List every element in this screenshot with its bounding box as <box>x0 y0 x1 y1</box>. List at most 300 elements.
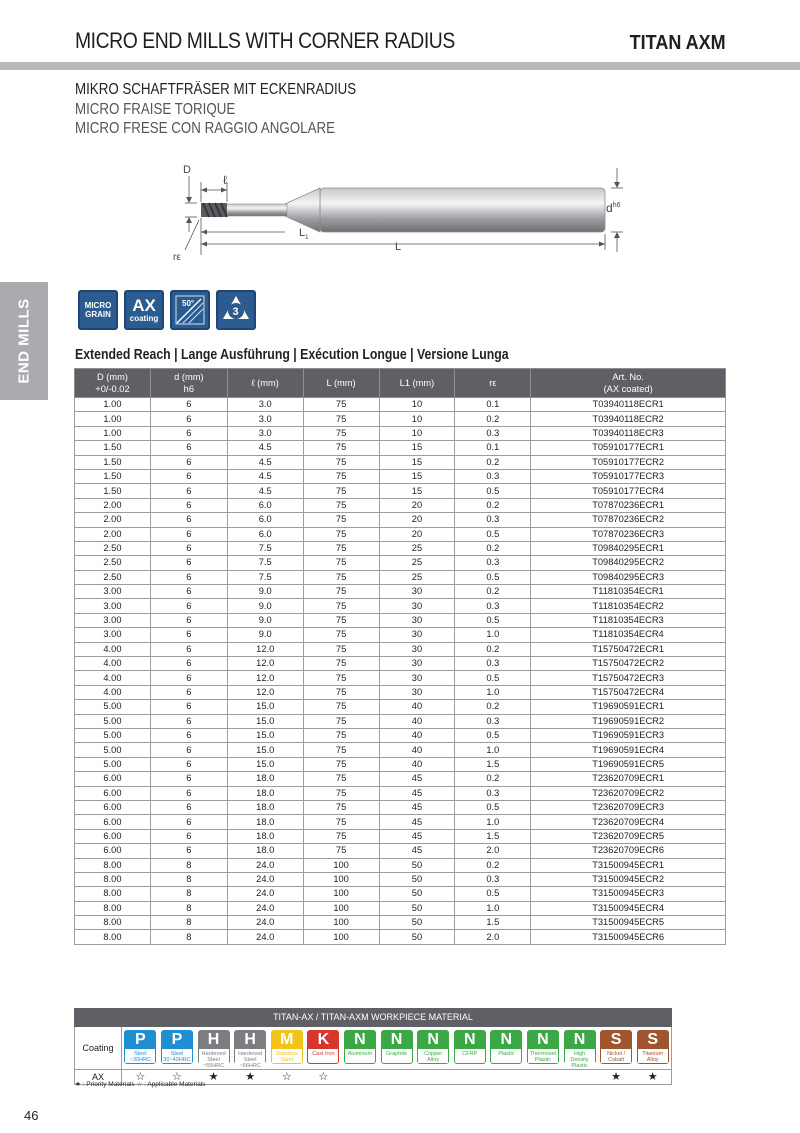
table-cell: T07870236ECR2 <box>531 513 726 527</box>
workpiece-material-table <box>74 1008 672 1085</box>
table-cell: 3.0 <box>227 412 303 426</box>
table-cell: 6 <box>150 671 227 685</box>
table-cell: 5.00 <box>75 700 151 714</box>
table-cell: 15 <box>379 455 455 469</box>
table-row <box>75 671 726 685</box>
table-cell: 6 <box>150 498 227 512</box>
material-name: Plastic <box>491 1049 521 1057</box>
table-cell: 30 <box>379 642 455 656</box>
table-cell: 6 <box>150 412 227 426</box>
material-name: Titanium Alloy <box>638 1049 668 1063</box>
table-cell: T15750472ECR4 <box>531 685 726 699</box>
table-cell: T03940118ECR3 <box>531 426 726 440</box>
table-row <box>75 469 726 483</box>
table-cell: 6 <box>150 772 227 786</box>
helix-angle-icon <box>170 290 210 330</box>
material-badge <box>564 1030 596 1069</box>
label-d: $d^{h6}$ <box>606 201 621 215</box>
table-cell: 40 <box>379 757 455 771</box>
table-cell: 3.00 <box>75 613 151 627</box>
table-cell: T23620709ECR3 <box>531 800 726 814</box>
table-cell: 6.00 <box>75 772 151 786</box>
material-badge <box>307 1030 339 1064</box>
table-row <box>75 772 726 786</box>
table-cell: 1.5 <box>455 916 531 930</box>
table-cell: 25 <box>379 556 455 570</box>
table-cell: 6 <box>150 714 227 728</box>
table-cell: 2.50 <box>75 556 151 570</box>
table-cell: 0.3 <box>455 469 531 483</box>
th-d: d (mm) h6 <box>150 369 227 398</box>
table-cell: 75 <box>303 469 379 483</box>
table-row <box>75 398 726 412</box>
table-cell: T19690591ECR3 <box>531 728 726 742</box>
table-cell: 75 <box>303 412 379 426</box>
table-row <box>75 426 726 440</box>
table-cell: 50 <box>379 872 455 886</box>
table-cell: 6 <box>150 541 227 555</box>
table-row <box>75 527 726 541</box>
table-row <box>75 513 726 527</box>
material-name: Steel 30~40HRC <box>163 1051 191 1063</box>
table-row <box>75 700 726 714</box>
table-cell: 75 <box>303 513 379 527</box>
table-cell: 6.00 <box>75 844 151 858</box>
table-cell: 50 <box>379 930 455 944</box>
table-cell: 75 <box>303 527 379 541</box>
table-cell: 6 <box>150 844 227 858</box>
th-re: rε <box>455 369 531 398</box>
table-cell: 45 <box>379 800 455 814</box>
table-cell: 6 <box>150 728 227 742</box>
table-cell: 0.3 <box>455 872 531 886</box>
empty-cell <box>451 1070 488 1084</box>
material-cell <box>305 1027 342 1069</box>
table-cell: 75 <box>303 700 379 714</box>
table-cell: T11810354ECR4 <box>531 628 726 642</box>
table-cell: 30 <box>379 671 455 685</box>
material-letter: P <box>162 1031 192 1049</box>
table-cell: 30 <box>379 599 455 613</box>
table-cell: 6 <box>150 757 227 771</box>
table-cell: 0.5 <box>455 887 531 901</box>
material-cell <box>634 1027 671 1069</box>
material-cell <box>268 1027 305 1069</box>
table-cell: 0.3 <box>455 556 531 570</box>
table-cell: T05910177ECR2 <box>531 455 726 469</box>
table-cell: 6 <box>150 786 227 800</box>
table-cell: 3.00 <box>75 585 151 599</box>
tool-taper <box>285 188 320 232</box>
material-name: CFRP <box>455 1049 485 1057</box>
table-cell: 0.2 <box>455 642 531 656</box>
table-cell: 6 <box>150 613 227 627</box>
table-row <box>75 541 726 555</box>
table-cell: 0.5 <box>455 613 531 627</box>
table-row <box>75 455 726 469</box>
table-cell: 75 <box>303 800 379 814</box>
brand-name: TITAN AXM <box>630 32 726 54</box>
table-cell: 75 <box>303 585 379 599</box>
table-cell: 18.0 <box>227 800 303 814</box>
table-row <box>75 844 726 858</box>
table-cell: 6 <box>150 700 227 714</box>
table-row <box>75 441 726 455</box>
flutes-graphic <box>219 293 253 327</box>
table-cell: 6 <box>150 628 227 642</box>
table-cell: 7.5 <box>227 570 303 584</box>
table-cell: T23620709ECR1 <box>531 772 726 786</box>
label-D: D <box>183 164 191 176</box>
table-cell: 4.5 <box>227 484 303 498</box>
table-row <box>75 628 726 642</box>
table-row <box>75 599 726 613</box>
material-name: Aluminum <box>345 1049 375 1057</box>
table-cell: 0.3 <box>455 657 531 671</box>
table-cell: 75 <box>303 844 379 858</box>
table-cell: 15.0 <box>227 728 303 742</box>
table-cell: 100 <box>303 887 379 901</box>
table-cell: 6 <box>150 585 227 599</box>
table-cell: 6 <box>150 829 227 843</box>
table-cell: 40 <box>379 728 455 742</box>
table-cell: 8.00 <box>75 858 151 872</box>
material-table-title: TITAN-AX / TITAN-AXM WORKPIECE MATERIAL <box>74 1008 672 1027</box>
table-cell: T31500945ECR3 <box>531 887 726 901</box>
table-cell: 5.00 <box>75 728 151 742</box>
table-cell: 2.00 <box>75 527 151 541</box>
material-letter: N <box>528 1031 558 1049</box>
table-cell: 75 <box>303 455 379 469</box>
side-tab-label: END MILLS <box>15 298 33 384</box>
table-cell: 10 <box>379 426 455 440</box>
table-row <box>75 872 726 886</box>
table-cell: 9.0 <box>227 628 303 642</box>
table-cell: 75 <box>303 426 379 440</box>
table-cell: 0.3 <box>455 426 531 440</box>
material-letter: M <box>272 1031 302 1049</box>
th-L: L (mm) <box>303 369 379 398</box>
table-cell: 30 <box>379 628 455 642</box>
table-cell: T09840295ECR3 <box>531 570 726 584</box>
table-cell: 15 <box>379 484 455 498</box>
material-name: Hardened Steel ~66HRC <box>235 1049 265 1069</box>
material-letter: N <box>418 1031 448 1049</box>
table-cell: 50 <box>379 858 455 872</box>
table-cell: 100 <box>303 858 379 872</box>
table-cell: 6 <box>150 513 227 527</box>
table-cell: 6 <box>150 398 227 412</box>
table-cell: 1.5 <box>455 829 531 843</box>
material-badge <box>344 1030 376 1064</box>
table-cell: 15 <box>379 469 455 483</box>
table-cell: 6 <box>150 570 227 584</box>
subtitle-de: MIKRO SCHAFTFRÄSER MIT ECKENRADIUS <box>75 81 357 98</box>
priority-star-icon: ★ <box>245 1071 256 1083</box>
material-name: High Density Plastic <box>565 1049 595 1069</box>
material-badge <box>637 1030 669 1064</box>
table-cell: 40 <box>379 714 455 728</box>
ax-coating-title: AX <box>132 295 156 315</box>
table-cell: 4.00 <box>75 671 151 685</box>
material-badge <box>381 1030 413 1064</box>
material-badge <box>454 1030 486 1064</box>
table-cell: T15750472ECR3 <box>531 671 726 685</box>
table-cell: 20 <box>379 498 455 512</box>
material-cell <box>525 1027 562 1069</box>
table-cell: 0.2 <box>455 772 531 786</box>
table-cell: 5.00 <box>75 714 151 728</box>
table-cell: 2.0 <box>455 844 531 858</box>
table-cell: 15.0 <box>227 743 303 757</box>
label-L1: $L_1$ <box>299 227 309 241</box>
material-badge <box>198 1030 230 1069</box>
table-cell: 18.0 <box>227 844 303 858</box>
table-row <box>75 613 726 627</box>
ax-coating-icon <box>124 290 164 330</box>
table-cell: 30 <box>379 657 455 671</box>
table-cell: 0.5 <box>455 800 531 814</box>
th-L1: L1 (mm) <box>379 369 455 398</box>
table-cell: T09840295ECR2 <box>531 556 726 570</box>
table-cell: 6 <box>150 556 227 570</box>
subtitle-it: MICRO FRESE CON RAGGIO ANGOLARE <box>75 120 335 137</box>
empty-cell <box>488 1070 525 1084</box>
table-cell: 3.00 <box>75 628 151 642</box>
table-cell: 0.1 <box>455 398 531 412</box>
table-cell: T05910177ECR4 <box>531 484 726 498</box>
table-cell: 3.0 <box>227 398 303 412</box>
th-art-no: Art. No. (AX coated) <box>531 369 726 398</box>
table-cell: T15750472ECR1 <box>531 642 726 656</box>
table-cell: T31500945ECR5 <box>531 916 726 930</box>
table-cell: 7.5 <box>227 541 303 555</box>
table-cell: 6 <box>150 743 227 757</box>
table-cell: 75 <box>303 398 379 412</box>
table-cell: 7.5 <box>227 556 303 570</box>
table-cell: 0.2 <box>455 858 531 872</box>
table-cell: 0.3 <box>455 599 531 613</box>
material-badge <box>600 1030 632 1064</box>
table-cell: 6 <box>150 815 227 829</box>
table-cell: 6 <box>150 657 227 671</box>
table-cell: 75 <box>303 541 379 555</box>
table-row <box>75 815 726 829</box>
material-letter: H <box>235 1031 265 1049</box>
table-cell: 8.00 <box>75 916 151 930</box>
material-letter: N <box>382 1031 412 1049</box>
material-cell <box>598 1027 635 1069</box>
table-cell: T11810354ECR3 <box>531 613 726 627</box>
table-cell: 24.0 <box>227 916 303 930</box>
table-cell: 75 <box>303 815 379 829</box>
th-D: D (mm) +0/-0.02 <box>75 369 151 398</box>
table-cell: 4.00 <box>75 642 151 656</box>
table-cell: 18.0 <box>227 829 303 843</box>
table-cell: 100 <box>303 872 379 886</box>
subtitles <box>75 80 402 139</box>
material-cell <box>195 1027 232 1069</box>
table-cell: 9.0 <box>227 585 303 599</box>
material-name: Thermoset Plastic <box>529 1051 557 1063</box>
table-cell: 0.5 <box>455 484 531 498</box>
table-cell: 6 <box>150 455 227 469</box>
table-cell: 1.0 <box>455 901 531 915</box>
table-cell: 30 <box>379 685 455 699</box>
table-row <box>75 858 726 872</box>
table-cell: T19690591ECR2 <box>531 714 726 728</box>
empty-cell <box>561 1070 598 1084</box>
table-cell: 1.00 <box>75 426 151 440</box>
label-l: ℓ <box>223 173 227 187</box>
material-letter: K <box>308 1031 338 1049</box>
material-cell <box>561 1027 598 1069</box>
coating-row <box>74 1027 672 1070</box>
table-row <box>75 642 726 656</box>
table-row <box>75 800 726 814</box>
table-cell: 100 <box>303 901 379 915</box>
table-cell: 6 <box>150 642 227 656</box>
material-letter: S <box>638 1031 668 1049</box>
material-badge <box>234 1030 266 1069</box>
table-cell: 1.50 <box>75 455 151 469</box>
table-cell: 0.5 <box>455 570 531 584</box>
tool-drawing <box>165 160 635 270</box>
material-letter: P <box>125 1031 155 1049</box>
table-cell: 100 <box>303 930 379 944</box>
table-cell: 75 <box>303 714 379 728</box>
table-cell: 1.50 <box>75 484 151 498</box>
table-cell: T07870236ECR1 <box>531 498 726 512</box>
table-cell: 8 <box>150 872 227 886</box>
table-cell: T09840295ECR1 <box>531 541 726 555</box>
table-cell: 10 <box>379 412 455 426</box>
micro-grain-line2: GRAIN <box>85 310 111 319</box>
material-cell <box>415 1027 452 1069</box>
table-cell: 45 <box>379 815 455 829</box>
table-cell: 6.0 <box>227 513 303 527</box>
flutes-icon <box>216 290 256 330</box>
table-cell: 50 <box>379 916 455 930</box>
table-cell: 1.0 <box>455 685 531 699</box>
table-cell: 5.00 <box>75 757 151 771</box>
table-cell: T11810354ECR1 <box>531 585 726 599</box>
table-cell: 75 <box>303 441 379 455</box>
table-cell: 75 <box>303 613 379 627</box>
table-cell: 0.2 <box>455 700 531 714</box>
table-cell: 75 <box>303 657 379 671</box>
material-cell <box>378 1027 415 1069</box>
material-badge <box>417 1030 449 1064</box>
table-cell: 0.2 <box>455 498 531 512</box>
table-cell: 50 <box>379 901 455 915</box>
table-cell: 75 <box>303 829 379 843</box>
table-cell: 6 <box>150 469 227 483</box>
table-cell: 4.5 <box>227 469 303 483</box>
material-name: Nickel / Cobalt <box>601 1049 631 1063</box>
subtitle-fr: MICRO FRAISE TORIQUE <box>75 100 236 118</box>
table-cell: T15750472ECR2 <box>531 657 726 671</box>
table-cell: 4.5 <box>227 455 303 469</box>
table-cell: 2.50 <box>75 570 151 584</box>
table-cell: 30 <box>379 585 455 599</box>
ax-label: AX <box>75 1070 122 1084</box>
table-cell: 10 <box>379 398 455 412</box>
table-cell: T19690591ECR5 <box>531 757 726 771</box>
table-cell: 5.00 <box>75 743 151 757</box>
table-row <box>75 786 726 800</box>
table-cell: 6.00 <box>75 800 151 814</box>
section-title: Extended Reach | Lange Ausführung | Exécution Longue | Versione Lunga <box>75 346 509 363</box>
table-cell: T11810354ECR2 <box>531 599 726 613</box>
table-cell: 8.00 <box>75 887 151 901</box>
material-name: Cast Iron <box>308 1049 338 1057</box>
table-row <box>75 685 726 699</box>
table-cell: 6 <box>150 599 227 613</box>
table-cell: 15 <box>379 441 455 455</box>
material-cell <box>122 1027 159 1069</box>
table-cell: 4.00 <box>75 657 151 671</box>
table-cell: 6 <box>150 527 227 541</box>
material-name: Copper Alloy <box>418 1049 448 1063</box>
table-cell: 6 <box>150 441 227 455</box>
table-row <box>75 412 726 426</box>
table-cell: 18.0 <box>227 815 303 829</box>
table-cell: 45 <box>379 772 455 786</box>
table-row <box>75 570 726 584</box>
table-cell: 12.0 <box>227 642 303 656</box>
table-cell: 75 <box>303 743 379 757</box>
table-cell: 0.3 <box>455 513 531 527</box>
micro-grain-line1: MICRO <box>84 301 112 310</box>
table-cell: 2.0 <box>455 930 531 944</box>
empty-cell <box>525 1070 562 1084</box>
table-cell: 45 <box>379 844 455 858</box>
table-cell: 0.2 <box>455 541 531 555</box>
table-cell: 20 <box>379 527 455 541</box>
table-cell: T31500945ECR4 <box>531 901 726 915</box>
table-cell: T19690591ECR1 <box>531 700 726 714</box>
table-cell: T31500945ECR1 <box>531 858 726 872</box>
table-cell: 45 <box>379 829 455 843</box>
material-badge <box>161 1030 193 1064</box>
table-cell: 75 <box>303 484 379 498</box>
table-cell: 24.0 <box>227 887 303 901</box>
table-cell: 75 <box>303 772 379 786</box>
table-cell: 0.3 <box>455 786 531 800</box>
table-cell: 0.2 <box>455 412 531 426</box>
table-cell: 75 <box>303 786 379 800</box>
material-cell <box>451 1027 488 1069</box>
table-cell: T23620709ECR4 <box>531 815 726 829</box>
applicable-star-icon: ☆ <box>135 1071 146 1083</box>
table-cell: 75 <box>303 685 379 699</box>
table-header-row <box>75 369 726 398</box>
micro-grain-icon <box>78 290 118 330</box>
svg-text:50°: 50° <box>182 299 195 308</box>
material-cell <box>232 1027 269 1069</box>
table-cell: 40 <box>379 743 455 757</box>
table-cell: 4.00 <box>75 685 151 699</box>
applicable-star-icon: ☆ <box>318 1071 329 1083</box>
table-cell: 15.0 <box>227 757 303 771</box>
spec-table <box>74 368 726 945</box>
table-cell: 2.00 <box>75 498 151 512</box>
material-badge <box>271 1030 303 1064</box>
table-cell: 75 <box>303 570 379 584</box>
legend: ★ : Priority Materials ☆ : Applicable Materials <box>75 1081 206 1088</box>
priority-star-icon: ★ <box>208 1071 219 1083</box>
